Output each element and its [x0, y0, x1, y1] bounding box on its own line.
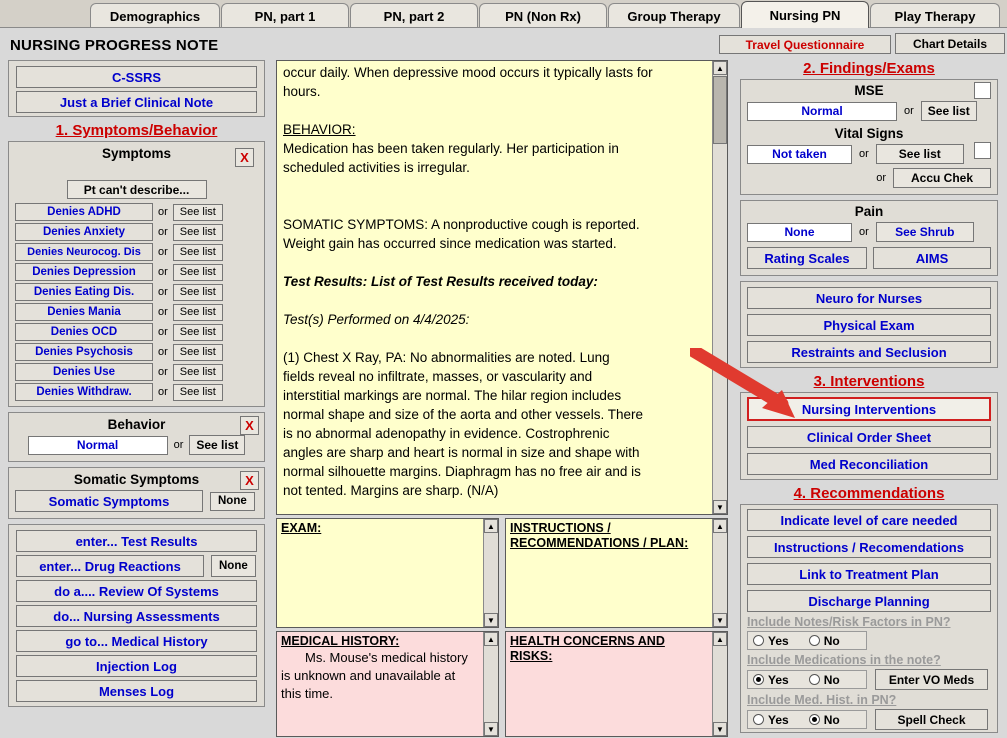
instructions-recommendations-button[interactable] [747, 536, 991, 558]
med-reconciliation-button[interactable] [747, 453, 991, 475]
pt-cant-describe-label: Pt can't describe... [83, 182, 190, 197]
note-line-blank [283, 196, 707, 215]
note-line: normal silhouette margins. Diaphragm has no free air and is [283, 464, 641, 479]
note-line-tests-performed: Test(s) Performed on 4/4/2025: [283, 312, 470, 327]
see-list-ocd-button[interactable] [173, 324, 223, 341]
instructions-content [506, 519, 727, 553]
medical-history-content [277, 632, 498, 705]
neuro-for-nurses-label: Neuro for Nurses [815, 290, 923, 306]
or-label: or [158, 206, 168, 218]
somatic-none-button[interactable] [210, 492, 255, 511]
note-line-blank [283, 291, 707, 310]
injection-log-button[interactable] [16, 655, 257, 677]
enter-drug-reactions-label: enter... Drug Reactions [39, 558, 181, 574]
radio-no-icon[interactable] [809, 635, 820, 646]
note-line: SOMATIC SYMPTOMS: A nonproductive cough is reported. [283, 217, 640, 232]
see-list-label: See list [179, 206, 216, 218]
note-line: Medication has been taken regularly. Her participation in [283, 141, 619, 156]
see-list-label: See list [927, 104, 970, 118]
clear-behavior-button[interactable] [240, 416, 259, 435]
vital-signs-value: Not taken [772, 147, 827, 161]
instructions-recommendations-label: Instructions / Recomendations [774, 539, 964, 555]
cssrs-label: C-SSRS [111, 69, 162, 85]
see-list-psychosis-button[interactable] [173, 344, 223, 361]
or-label: or [158, 246, 168, 258]
denies-mania-label: Denies Mania [47, 306, 121, 318]
medical-history-label: MEDICAL HISTORY: [281, 634, 400, 648]
or-label: or [158, 306, 168, 318]
radio-yes-icon[interactable] [753, 635, 764, 646]
or-label: or [904, 105, 914, 117]
medical-history-scrollbar[interactable] [483, 632, 498, 736]
include-medications-radio-group[interactable] [747, 670, 867, 689]
recommendations-panel [740, 504, 998, 733]
deny-row [15, 323, 258, 341]
section-recommendations-header: 4. Recommendations [793, 485, 945, 502]
or-label: or [158, 326, 168, 338]
radio-no-label: No [823, 633, 840, 648]
denies-eating-dis-button[interactable] [15, 283, 153, 301]
denies-neurocog-label: Denies Neurocog. Dis [27, 246, 141, 258]
page-title: NURSING PROGRESS NOTE [10, 37, 219, 54]
exam-scrollbar[interactable] [483, 519, 498, 627]
aims-label: AIMS [915, 250, 949, 266]
exam-textarea[interactable] [276, 518, 499, 628]
see-list-label: See list [179, 246, 216, 258]
or-label: or [173, 439, 184, 451]
instructions-scrollbar[interactable] [712, 519, 727, 627]
x-icon: X [240, 150, 249, 165]
scroll-up-icon[interactable]: ▲ [713, 61, 727, 75]
denies-adhd-label: Denies ADHD [47, 206, 121, 218]
radio-no-icon[interactable] [809, 674, 820, 685]
note-line: hours. [283, 84, 321, 99]
behavior-value: Normal [76, 438, 119, 452]
deny-row [15, 263, 258, 281]
injection-log-label: Injection Log [96, 658, 177, 674]
review-of-systems-button[interactable] [16, 580, 257, 602]
health-concerns-content [506, 632, 727, 666]
tab-label: Nursing PN [769, 7, 841, 23]
progress-note-content [277, 61, 727, 504]
radio-yes-label: Yes [768, 633, 789, 648]
note-line: fields reveal no infiltrate, masses, or vascularity and [283, 369, 593, 384]
link-to-treatment-plan-label: Link to Treatment Plan [799, 566, 939, 582]
see-list-label: See list [196, 438, 239, 452]
see-list-eating-dis-button[interactable] [173, 284, 223, 301]
note-line: normal shape and size of the aorta and other vessels. There [283, 407, 643, 422]
nursing-pn-panel [0, 27, 1007, 734]
nursing-interventions-button[interactable] [747, 397, 991, 421]
enter-vo-meds-label: Enter VO Meds [888, 672, 975, 687]
pain-panel [740, 200, 998, 276]
rating-scales-button[interactable] [747, 247, 867, 269]
see-list-adhd-button[interactable] [173, 204, 223, 221]
spell-check-label: Spell Check [897, 712, 966, 727]
physical-exam-label: Physical Exam [823, 317, 915, 333]
or-label: or [859, 226, 869, 238]
center-panel [276, 60, 728, 737]
symptoms-panel [8, 141, 265, 407]
radio-yes-icon[interactable] [753, 714, 764, 725]
behavior-header: Behavior [107, 417, 166, 432]
restraints-seclusion-label: Restraints and Seclusion [791, 344, 947, 360]
instructions-textarea[interactable] [505, 518, 728, 628]
medical-history-label: go to... Medical History [65, 633, 208, 649]
vital-signs-value-field[interactable] [747, 145, 852, 164]
see-list-use-button[interactable] [173, 364, 223, 381]
travel-questionnaire-label: Travel Questionnaire [745, 37, 865, 52]
nursing-interventions-label: Nursing Interventions [801, 401, 937, 417]
see-list-neurocog-button[interactable] [173, 244, 223, 261]
tab-pn-non-rx[interactable] [479, 3, 607, 28]
include-medications-label: Include Medications in the note? [747, 653, 941, 667]
see-list-vitals-button[interactable] [876, 144, 964, 164]
deny-row [15, 343, 258, 361]
section-findings-exams-header: 2. Findings/Exams [803, 60, 935, 77]
note-line-blank [283, 101, 707, 120]
somatic-symptoms-label: Somatic Symptoms [48, 493, 170, 509]
or-label: or [158, 266, 168, 278]
note-line: not tented. Margins are sharp. (N/A) [283, 483, 499, 498]
rating-scales-label: Rating Scales [764, 250, 850, 266]
mse-header: MSE [854, 83, 884, 98]
tab-group-therapy[interactable] [608, 3, 740, 28]
denies-anxiety-button[interactable] [15, 223, 153, 241]
health-concerns-textarea[interactable] [505, 631, 728, 737]
denies-adhd-button[interactable] [15, 203, 153, 221]
denies-eating-dis-label: Denies Eating Dis. [33, 286, 135, 298]
pain-header: Pain [854, 204, 884, 219]
scroll-down-icon[interactable]: ▼ [484, 613, 498, 627]
medical-history-textarea[interactable] [276, 631, 499, 737]
brief-clinical-note-button[interactable] [16, 91, 257, 113]
discharge-planning-label: Discharge Planning [808, 593, 930, 609]
med-reconciliation-label: Med Reconciliation [809, 456, 929, 472]
exams-panel [740, 281, 998, 368]
denies-neurocog-button[interactable] [15, 243, 153, 261]
somatic-panel [8, 467, 265, 519]
chart-details-button[interactable] [895, 33, 1005, 54]
scroll-down-icon[interactable]: ▼ [713, 613, 727, 627]
see-list-behavior-button[interactable] [189, 435, 245, 455]
note-line: BEHAVIOR: [283, 122, 356, 137]
or-label: or [158, 346, 168, 358]
behavior-panel [8, 412, 265, 462]
note-line-blank [283, 177, 707, 196]
or-label: or [876, 172, 886, 184]
tab-label: PN (Non Rx) [505, 8, 581, 24]
mse-value-field[interactable] [747, 102, 897, 121]
note-line: angles are sharp and heart is normal in size and shape with [283, 445, 640, 460]
left-panel [8, 60, 265, 712]
chart-details-label: Chart Details [912, 36, 988, 51]
note-line-blank [283, 329, 707, 348]
travel-questionnaire-button[interactable] [719, 35, 891, 54]
or-label: or [158, 226, 168, 238]
clinical-order-sheet-button[interactable] [747, 426, 991, 448]
progress-note-textarea[interactable] [276, 60, 728, 515]
cssrs-button[interactable] [16, 66, 257, 88]
scrollbar-thumb[interactable] [713, 76, 727, 144]
radio-yes-label: Yes [768, 712, 789, 727]
see-list-mania-button[interactable] [173, 304, 223, 321]
instructions-label-line2: RECOMMENDATIONS / PLAN: [510, 536, 689, 550]
brief-clinical-note-label: Just a Brief Clinical Note [59, 94, 214, 110]
accu-chek-label: Accu Chek [910, 171, 974, 185]
health-concerns-label-line2: RISKS: [510, 649, 553, 663]
scroll-up-icon[interactable]: ▲ [713, 519, 727, 533]
none-label: None [218, 495, 247, 507]
include-med-hist-label: Include Med. Hist. in PN? [747, 693, 897, 707]
enter-drug-reactions-button[interactable] [16, 555, 204, 577]
or-label: or [158, 386, 168, 398]
denies-psychosis-button[interactable] [15, 343, 153, 361]
include-med-hist-radio-group[interactable] [747, 710, 867, 729]
link-to-treatment-plan-button[interactable] [747, 563, 991, 585]
clear-somatic-button[interactable] [240, 471, 259, 490]
left-actions-panel [8, 524, 265, 707]
medical-history-text: Ms. Mouse's medical history is unknown and unavailable at this time. [281, 650, 468, 701]
see-list-label: See list [179, 226, 216, 238]
see-list-mse-button[interactable] [921, 101, 977, 121]
spell-check-button[interactable] [875, 709, 988, 730]
deny-row [15, 363, 258, 381]
enter-test-results-button[interactable] [16, 530, 257, 552]
deny-row [15, 223, 258, 241]
denies-use-label: Denies Use [52, 366, 115, 378]
tab-label: Play Therapy [894, 8, 976, 24]
scroll-up-icon[interactable]: ▲ [484, 632, 498, 646]
see-list-label: See list [898, 147, 941, 161]
right-panel [740, 60, 998, 738]
tab-label: PN, part 2 [383, 8, 445, 24]
deny-row [15, 303, 258, 321]
denies-mania-button[interactable] [15, 303, 153, 321]
scroll-up-icon[interactable]: ▲ [484, 519, 498, 533]
tab-label: Group Therapy [627, 8, 721, 24]
see-list-label: See list [179, 366, 216, 378]
radio-yes-icon[interactable] [753, 674, 764, 685]
behavior-value-field[interactable] [28, 436, 168, 455]
see-list-anxiety-button[interactable] [173, 224, 223, 241]
or-label: or [158, 286, 168, 298]
note-line: scheduled activities is irregular. [283, 160, 470, 175]
see-list-label: See list [179, 326, 216, 338]
x-icon: X [245, 418, 254, 433]
vital-signs-header: Vital Signs [834, 126, 904, 141]
x-icon: X [245, 473, 254, 488]
scroll-down-icon[interactable]: ▼ [713, 500, 727, 514]
quick-notes-panel [8, 60, 265, 117]
tab-pn-part-2[interactable] [350, 3, 478, 28]
interventions-panel [740, 392, 998, 480]
note-line-test-results: Test Results: List of Test Results received today: [283, 274, 598, 289]
pain-value-field[interactable] [747, 223, 852, 242]
include-notes-risk-radio-group[interactable] [747, 631, 867, 650]
deny-row [15, 383, 258, 401]
deny-row [15, 203, 258, 221]
review-of-systems-label: do a.... Review Of Systems [54, 583, 219, 599]
mse-checkbox[interactable] [974, 82, 991, 99]
radio-no-label: No [823, 712, 840, 727]
none-label: None [219, 560, 248, 572]
mse-value: Normal [801, 104, 843, 118]
vital-signs-checkbox[interactable] [974, 142, 991, 159]
tab-demographics[interactable] [90, 3, 220, 28]
somatic-symptoms-button[interactable] [15, 490, 203, 512]
see-list-label: See list [179, 306, 216, 318]
indicate-level-of-care-button[interactable] [747, 509, 991, 531]
physical-exam-button[interactable] [747, 314, 991, 336]
discharge-planning-button[interactable] [747, 590, 991, 612]
note-line: occur daily. When depressive mood occurs it typically lasts for [283, 65, 653, 80]
drug-reactions-none-button[interactable] [211, 555, 256, 577]
accu-chek-button[interactable] [893, 168, 991, 188]
neuro-for-nurses-button[interactable] [747, 287, 991, 309]
clear-symptoms-button[interactable] [235, 148, 254, 167]
radio-no-label: No [823, 672, 840, 687]
denies-withdraw-button[interactable] [15, 383, 153, 401]
see-list-label: See list [179, 386, 216, 398]
tab-label: Demographics [109, 8, 201, 24]
note-line: interstitial markings are normal. The hilar region includes [283, 388, 622, 403]
see-list-label: See list [179, 346, 216, 358]
menses-log-label: Menses Log [98, 683, 175, 699]
note-line: (1) Chest X Ray, PA: No abnormalities are noted. Lung [283, 350, 610, 365]
pain-value: None [784, 225, 815, 239]
see-shrub-label: See Shrub [895, 225, 955, 239]
deny-row [15, 243, 258, 261]
denies-psychosis-label: Denies Psychosis [35, 346, 133, 358]
tab-play-therapy[interactable] [870, 3, 1000, 28]
health-concerns-scrollbar[interactable] [712, 632, 727, 736]
denies-depression-label: Denies Depression [32, 266, 136, 278]
denies-anxiety-label: Denies Anxiety [42, 226, 126, 238]
progress-note-scrollbar[interactable] [712, 61, 727, 514]
nursing-assessments-button[interactable] [16, 605, 257, 627]
scroll-up-icon[interactable]: ▲ [713, 632, 727, 646]
radio-no-icon[interactable] [809, 714, 820, 725]
somatic-header: Somatic Symptoms [73, 472, 200, 487]
instructions-label-line1: INSTRUCTIONS / [510, 521, 611, 535]
see-list-depression-button[interactable] [173, 264, 223, 281]
see-list-label: See list [179, 286, 216, 298]
menses-log-button[interactable] [16, 680, 257, 702]
health-concerns-label-line1: HEALTH CONCERNS AND [510, 634, 665, 648]
restraints-seclusion-button[interactable] [747, 341, 991, 363]
include-notes-risk-label: Include Notes/Risk Factors in PN? [747, 615, 951, 629]
findings-panel [740, 79, 998, 195]
aims-button[interactable] [873, 247, 991, 269]
symptoms-header: Symptoms [101, 146, 172, 161]
or-label: or [158, 366, 168, 378]
denies-withdraw-label: Denies Withdraw. [36, 386, 132, 398]
see-list-label: See list [179, 266, 216, 278]
denies-ocd-label: Denies OCD [50, 326, 118, 338]
nursing-assessments-label: do... Nursing Assessments [53, 608, 220, 624]
denies-use-button[interactable] [15, 363, 153, 381]
scroll-down-icon[interactable]: ▼ [484, 722, 498, 736]
note-line: is no abnormal adenopathy in evidence. Costrophrenic [283, 426, 610, 441]
exam-content [277, 519, 498, 538]
tab-pn-part-1[interactable] [221, 3, 349, 28]
enter-vo-meds-button[interactable] [875, 669, 988, 690]
enter-test-results-label: enter... Test Results [75, 533, 198, 549]
clinical-order-sheet-label: Clinical Order Sheet [806, 429, 932, 445]
exam-label: EXAM: [281, 521, 322, 535]
section-interventions-header: 3. Interventions [813, 373, 925, 390]
tab-strip [0, 0, 1007, 28]
see-list-withdraw-button[interactable] [173, 384, 223, 401]
note-line-blank [283, 253, 707, 272]
tab-nursing-pn[interactable] [741, 1, 869, 28]
medical-history-button[interactable] [16, 630, 257, 652]
section-symptoms-behavior-header: 1. Symptoms/Behavior [55, 122, 218, 139]
denies-depression-button[interactable] [15, 263, 153, 281]
note-line: Weight gain has occurred since medication was started. [283, 236, 617, 251]
radio-yes-label: Yes [768, 672, 789, 687]
indicate-level-of-care-label: Indicate level of care needed [780, 512, 958, 528]
or-label: or [859, 148, 869, 160]
deny-row [15, 283, 258, 301]
see-shrub-button[interactable] [876, 222, 974, 242]
scroll-down-icon[interactable]: ▼ [713, 722, 727, 736]
denies-ocd-button[interactable] [15, 323, 153, 341]
tab-label: PN, part 1 [254, 8, 316, 24]
